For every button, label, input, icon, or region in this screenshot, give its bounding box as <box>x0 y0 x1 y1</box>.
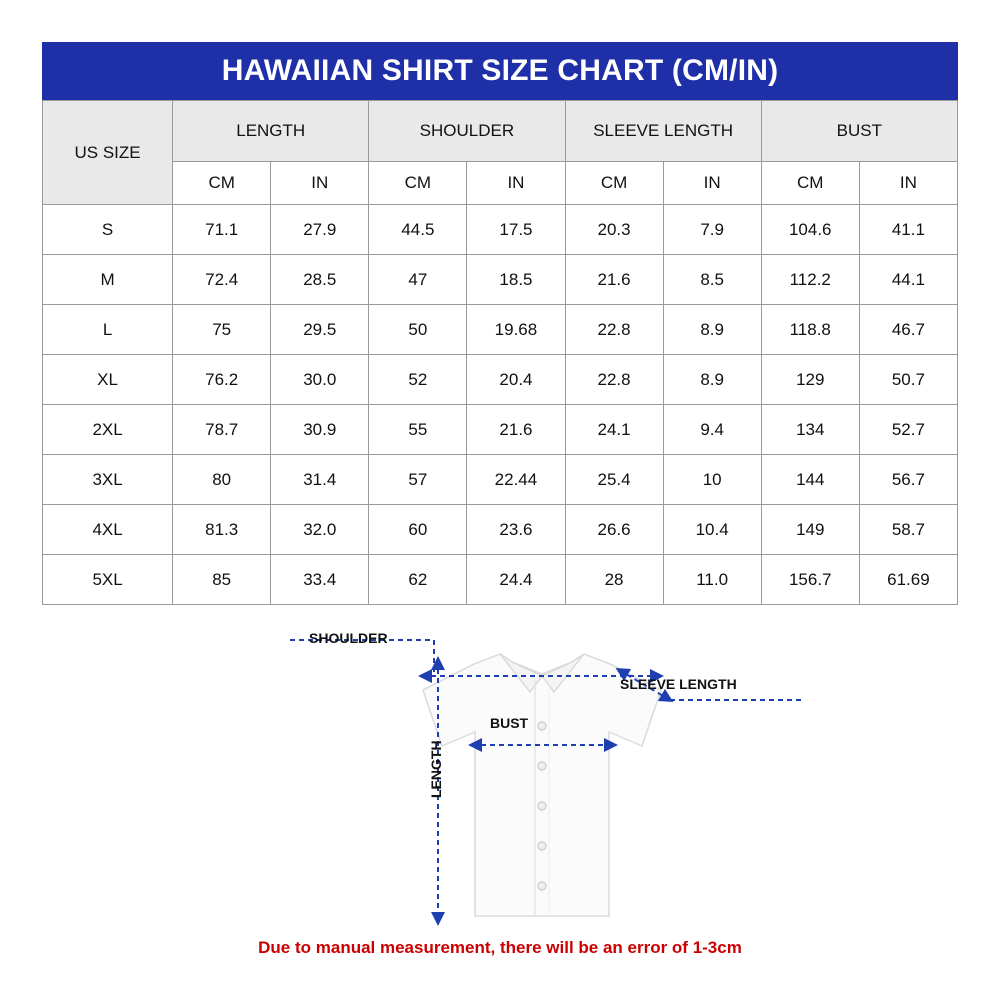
cell-size: XL <box>43 355 173 405</box>
table-row <box>43 255 958 305</box>
cell-bust-cm: 134 <box>761 405 859 455</box>
measurement-diagram <box>42 618 958 958</box>
table-row <box>43 455 958 505</box>
cell-sleeve-cm: 28 <box>565 555 663 605</box>
table-header-shoulder: SHOULDER <box>369 101 565 162</box>
table-unit-length-cm: CM <box>173 162 271 205</box>
cell-shoulder-cm: 50 <box>369 305 467 355</box>
cell-length-cm: 78.7 <box>173 405 271 455</box>
table-unit-bust-in: IN <box>859 162 957 205</box>
chart-title-bar <box>42 42 958 100</box>
cell-length-cm: 75 <box>173 305 271 355</box>
cell-length-in: 28.5 <box>271 255 369 305</box>
cell-bust-in: 52.7 <box>859 405 957 455</box>
cell-shoulder-cm: 44.5 <box>369 205 467 255</box>
cell-bust-in: 41.1 <box>859 205 957 255</box>
cell-bust-cm: 129 <box>761 355 859 405</box>
cell-length-in: 29.5 <box>271 305 369 355</box>
cell-length-in: 33.4 <box>271 555 369 605</box>
cell-sleeve-in: 8.9 <box>663 305 761 355</box>
cell-length-cm: 76.2 <box>173 355 271 405</box>
cell-length-cm: 85 <box>173 555 271 605</box>
table-unit-shoulder-in: IN <box>467 162 565 205</box>
cell-shoulder-in: 21.6 <box>467 405 565 455</box>
table-group-header-row <box>43 101 958 162</box>
label-bust: BUST <box>490 715 529 731</box>
cell-size: 5XL <box>43 555 173 605</box>
cell-shoulder-cm: 55 <box>369 405 467 455</box>
cell-shoulder-in: 17.5 <box>467 205 565 255</box>
cell-shoulder-in: 24.4 <box>467 555 565 605</box>
cell-sleeve-cm: 20.3 <box>565 205 663 255</box>
label-sleeve-length: SLEEVE LENGTH <box>620 676 737 692</box>
cell-shoulder-cm: 60 <box>369 505 467 555</box>
cell-sleeve-cm: 25.4 <box>565 455 663 505</box>
cell-size: L <box>43 305 173 355</box>
cell-shoulder-in: 19.68 <box>467 305 565 355</box>
table-row <box>43 355 958 405</box>
cell-length-cm: 72.4 <box>173 255 271 305</box>
cell-bust-in: 50.7 <box>859 355 957 405</box>
size-chart <box>42 42 958 605</box>
shirt-illustration <box>42 618 958 938</box>
cell-length-in: 31.4 <box>271 455 369 505</box>
cell-shoulder-cm: 62 <box>369 555 467 605</box>
cell-length-in: 30.0 <box>271 355 369 405</box>
cell-length-in: 32.0 <box>271 505 369 555</box>
cell-bust-in: 58.7 <box>859 505 957 555</box>
shirt-shape <box>423 654 661 916</box>
table-row <box>43 505 958 555</box>
label-length: LENGTH <box>428 740 444 798</box>
cell-sleeve-in: 10.4 <box>663 505 761 555</box>
measurement-note: Due to manual measurement, there will be an error of 1-3cm <box>258 938 742 957</box>
cell-sleeve-in: 8.5 <box>663 255 761 305</box>
cell-shoulder-cm: 52 <box>369 355 467 405</box>
cell-length-in: 30.9 <box>271 405 369 455</box>
label-shoulder: SHOULDER <box>309 630 388 646</box>
table-header-us-size: US SIZE <box>43 101 173 205</box>
cell-bust-cm: 156.7 <box>761 555 859 605</box>
table-unit-sleeve-cm: CM <box>565 162 663 205</box>
cell-sleeve-in: 11.0 <box>663 555 761 605</box>
cell-bust-in: 44.1 <box>859 255 957 305</box>
size-table <box>42 100 958 605</box>
table-header-length: LENGTH <box>173 101 369 162</box>
cell-shoulder-cm: 57 <box>369 455 467 505</box>
cell-sleeve-cm: 22.8 <box>565 355 663 405</box>
cell-bust-in: 56.7 <box>859 455 957 505</box>
cell-sleeve-in: 7.9 <box>663 205 761 255</box>
cell-size: 2XL <box>43 405 173 455</box>
cell-shoulder-in: 18.5 <box>467 255 565 305</box>
cell-length-in: 27.9 <box>271 205 369 255</box>
cell-sleeve-cm: 24.1 <box>565 405 663 455</box>
cell-shoulder-cm: 47 <box>369 255 467 305</box>
cell-sleeve-cm: 26.6 <box>565 505 663 555</box>
table-unit-shoulder-cm: CM <box>369 162 467 205</box>
cell-bust-cm: 118.8 <box>761 305 859 355</box>
cell-shoulder-in: 23.6 <box>467 505 565 555</box>
cell-sleeve-in: 10 <box>663 455 761 505</box>
cell-shoulder-in: 22.44 <box>467 455 565 505</box>
cell-sleeve-cm: 21.6 <box>565 255 663 305</box>
table-row <box>43 405 958 455</box>
table-unit-bust-cm: CM <box>761 162 859 205</box>
cell-size: M <box>43 255 173 305</box>
table-unit-length-in: IN <box>271 162 369 205</box>
cell-bust-in: 46.7 <box>859 305 957 355</box>
cell-bust-cm: 149 <box>761 505 859 555</box>
cell-size: 4XL <box>43 505 173 555</box>
cell-length-cm: 71.1 <box>173 205 271 255</box>
cell-shoulder-in: 20.4 <box>467 355 565 405</box>
cell-size: 3XL <box>43 455 173 505</box>
table-unit-header-row <box>43 162 958 205</box>
cell-size: S <box>43 205 173 255</box>
table-row <box>43 205 958 255</box>
cell-length-cm: 80 <box>173 455 271 505</box>
cell-bust-cm: 104.6 <box>761 205 859 255</box>
cell-sleeve-cm: 22.8 <box>565 305 663 355</box>
cell-bust-in: 61.69 <box>859 555 957 605</box>
page-title: HAWAIIAN SHIRT SIZE CHART (CM/IN) <box>221 54 779 87</box>
table-unit-sleeve-in: IN <box>663 162 761 205</box>
cell-length-cm: 81.3 <box>173 505 271 555</box>
cell-sleeve-in: 8.9 <box>663 355 761 405</box>
table-header-sleeve-length: SLEEVE LENGTH <box>565 101 761 162</box>
table-header-bust: BUST <box>761 101 957 162</box>
table-row <box>43 555 958 605</box>
table-row <box>43 305 958 355</box>
cell-bust-cm: 112.2 <box>761 255 859 305</box>
cell-bust-cm: 144 <box>761 455 859 505</box>
cell-sleeve-in: 9.4 <box>663 405 761 455</box>
